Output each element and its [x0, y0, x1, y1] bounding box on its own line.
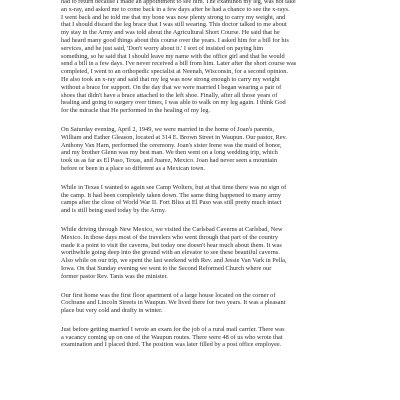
paragraph — [61, 226, 356, 281]
text-line: my stay in the Army and was told about the Agricultural Short Course. He said that he — [61, 29, 280, 37]
text-line: made it a point to visit the caverns, but today one doesn't hear much about them. It was — [61, 241, 282, 249]
text-line: that I should discard the leg brace that I was still wearing. This doctor talked to me about — [61, 21, 287, 29]
paragraph — [61, 0, 356, 115]
paragraph — [61, 292, 356, 315]
text-line: While driving through New Mexico, we visited the Carlsbad Caverns at Carlsbad, New — [61, 225, 283, 233]
text-line: I went back and he told me that my bone was now plenty strong to carry my weight, and — [61, 13, 286, 21]
text-line: an x-ray, and asked me to come back in a few days after he had a chance to see the x-rays. — [61, 5, 290, 13]
text-line: the camp. It had been completely taken down. The same thing happened to many army — [61, 191, 282, 199]
text-line: a vacancy coming up on one of the Waupun routes. There were 48 of us who wrote that — [61, 333, 283, 341]
text-line: former pastor Rev. Tanis was the minister. — [61, 272, 168, 280]
text-line: something, so he said that I should leave my name with the office girl and that he would — [61, 52, 285, 60]
text-line: without a brace for support. On the day that we were married I began wearing a pair of — [61, 83, 282, 91]
text-line: worthwhile going deep into the ground with an elevator to see these beautiful caverns. — [61, 249, 280, 257]
text-line: place but very cold and drafty in winter. — [61, 307, 163, 315]
paragraph — [61, 126, 356, 173]
text-line: He also took an x-ray and said that my leg was now strong enough to carry my weight — [61, 75, 280, 83]
text-line: and is still being used today by the Army. — [61, 207, 167, 215]
text-line: Iowa. On that Sunday evening we went to the Second Reformed Church where our — [61, 264, 272, 272]
text-line: While in Texas I wanted to again see Camp Wolters, but at that time there was no sign of — [61, 183, 287, 191]
text-line: took us as far as El Paso, Texas, and Juarez, Mexico. Joan had never seen a mountain — [61, 157, 278, 165]
text-line: Mexico. In those days most of the travelers who went through that part of the country — [61, 233, 279, 241]
text-line: Also while on our trip, we spent the last weekend with Rev. and Jessie Van Vark in Pella, — [61, 257, 287, 265]
text-line: healing and going to surgery over times, I was able to walk on my leg again. I think God — [61, 99, 286, 107]
text-line: camps after the close of World War II. Fort Bliss at El Paso was still pretty much intact — [61, 199, 282, 207]
text-line: examination and I placed third. The position was later filled by a post office employee. — [61, 341, 282, 349]
paragraph — [61, 184, 356, 215]
text-line: Cochrane and Lincoln Streets in Waupun. We lived there for two years. It was a pleasant — [61, 299, 286, 307]
text-line: had heard many good things about this course over the years. I asked him for a bill for his — [61, 36, 289, 44]
text-line: William and Esther Gleason, located at 314 E. Brown Street in Waupun. Our pastor, Rev. — [61, 133, 287, 141]
text-line: services, and he just said, 'Don't worry about it.' I sort of insisted on paying him — [61, 44, 264, 52]
text-line: Our first home was the first floor apartment of a large house located on the corner of — [61, 291, 276, 299]
text-line: Anthony Van Harn, performed the ceremony. Joan's sister Irene was the maid of honor, — [61, 141, 282, 149]
paragraph — [61, 326, 356, 349]
text-line: had to return because I made an appointment to see him. The examined my leg, was not take — [61, 0, 296, 5]
text-line: and my brother Glenn was my best man. We then went on a long wedding trip, which — [61, 149, 278, 157]
text-line: completed, I went to an orthopedic specialist at Neenah, Wisconsin, for a second opinion. — [61, 68, 289, 76]
text-line: for the miracle that He performed in the healing of my leg. — [61, 107, 211, 115]
text-line: before or been in a place so different as a Mexican town. — [61, 164, 205, 172]
text-line: shoes that didn't have a brace attached to the left shoe. Finally, after all those years of — [61, 91, 278, 99]
text-line: On Saturday evening, April 2, 1949, we were married in the home of Joan's parents, — [61, 125, 274, 133]
text-line: send a bill in a few days. I've never received a bill from him. Later after the short course was — [61, 60, 297, 68]
text-line: Just before getting married I wrote an exam for the job of a rural mail carrier. There was — [61, 325, 285, 333]
